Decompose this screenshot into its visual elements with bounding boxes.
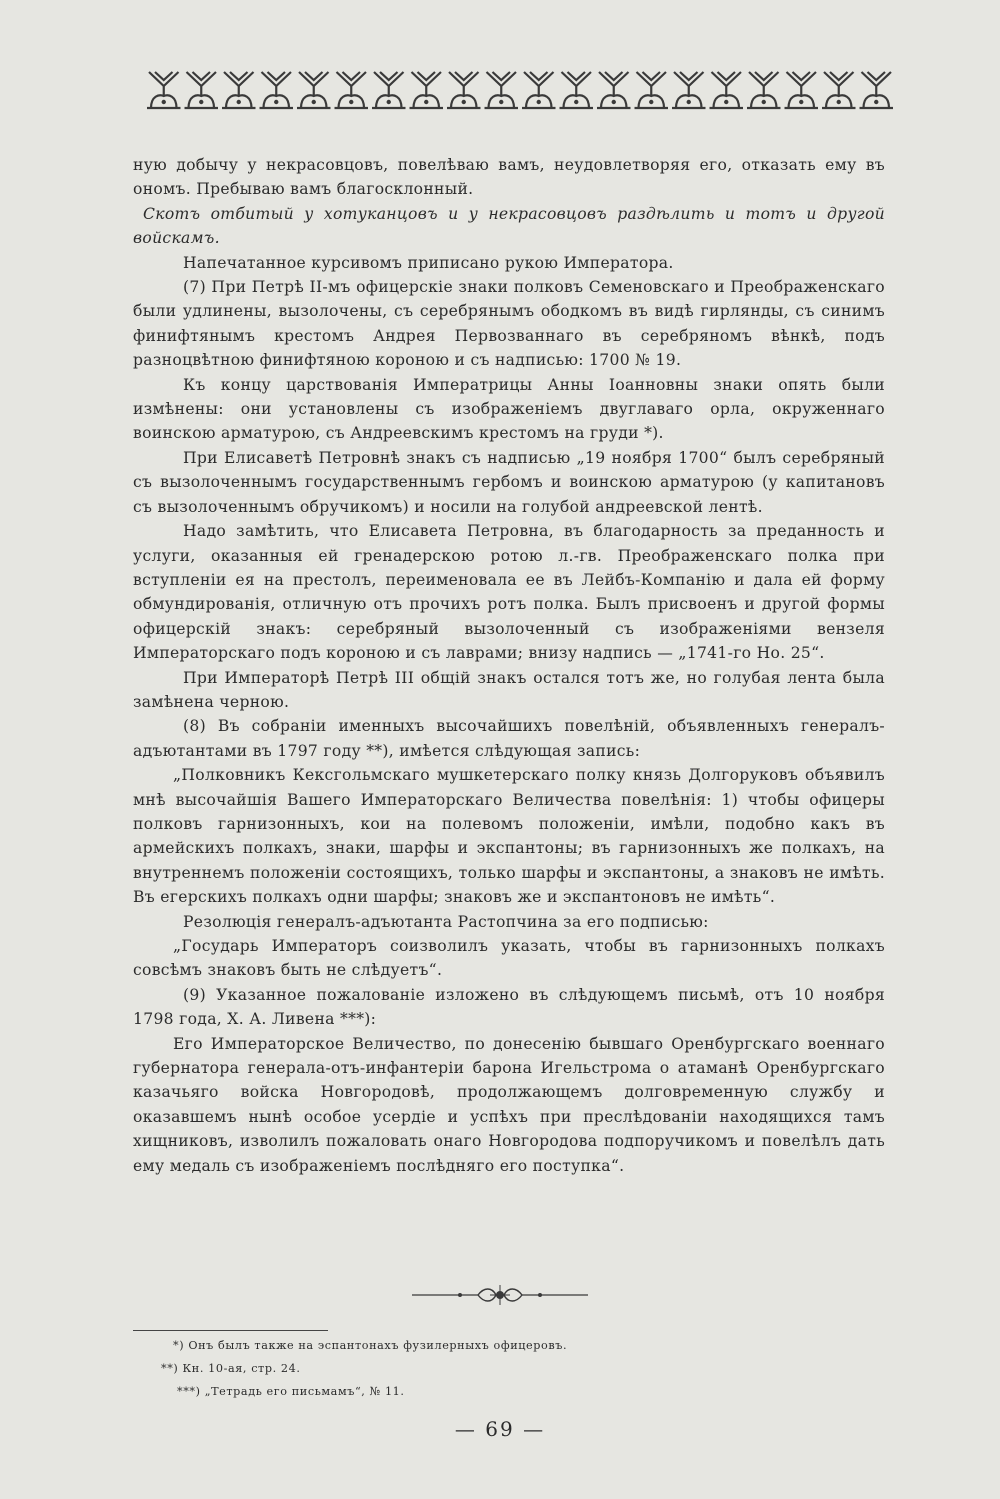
paragraph: (9) Указанное пожалованіе изложено въ слѣдующемъ письмѣ, отъ 10 ноября 1798 года, Х. А. Ливена ***): <box>133 985 885 1029</box>
quote-paragraph: „Государь Императоръ соизволилъ указать, чтобы въ гарнизонныхъ полкахъ совсѣмъ знаковъ быть не слѣдуетъ“. <box>133 937 885 980</box>
paragraph: Напечатанное курсивомъ приписано рукою Императора. <box>183 253 674 272</box>
header-ornament-band <box>145 66 895 114</box>
paragraph: При Елисаветѣ Петровнѣ знакъ съ надписью „19 ноября 1700“ былъ серебряный съ вызолоченнымъ государственнымъ гербомъ и воинскою арматурою (у капитановъ съ вызолоченнымъ обручикомъ) и носили на голубой андреевской лентѣ. <box>133 448 885 516</box>
body-text <box>133 153 885 1178</box>
paragraph: Надо замѣтить, что Елисавета Петровна, въ благодарность за преданность и услуги, оказанныя ей гренадерскою ротою л.-гв. Преображенскаго полка при вступленіи ея на престолъ, переименовала ее въ Лейбъ-Компанію и дала ей форму обмундированія, отличную отъ прочихъ ротъ полка. Былъ присвоенъ и другой формы офицерскій знакъ: серебряный вызолоченный съ изображеніями вензеля Императорскаго подъ короною и съ лаврами; внизу надпись — „1741-го Но. 25“. <box>133 522 885 663</box>
paragraph: Резолюція генералъ-адъютанта Растопчина за его подписью: <box>183 912 709 931</box>
footnote-rule <box>133 1330 328 1331</box>
paragraph: (8) Въ собраніи именныхъ высочайшихъ повелѣній, объявленныхъ генералъ-адъютантами въ 1797 году **), имѣется слѣдующая запись: <box>133 717 885 760</box>
paragraph-italic: Скотъ отбитый у хотуканцовъ и у некрасовцовъ раздѣлить и тотъ и другой войскамъ. <box>133 204 885 248</box>
paragraph: (7) При Петрѣ II-мъ офицерскіе знаки полковъ Семеновскаго и Преображенскаго были удлинены, вызолочены, съ серебрянымъ ободкомъ въ видѣ гирлянды, съ синимъ финифтянымъ крестомъ Андрея Первозваннаго въ серебряномъ вѣнкѣ, подъ разноцвѣтною финифтяною короною и съ надписью: 1700 № 19. <box>133 278 885 370</box>
paragraph: При Императорѣ Петрѣ III общій знакъ остался тотъ же, но голубая лента была замѣнена черною. <box>133 668 885 711</box>
center-flourish-divider <box>410 1283 590 1307</box>
paragraph: Его Императорское Величество, по донесенію бывшаго Оренбургскаго военнаго губернатора генерала-отъ-инфантеріи барона Игельстрома о атаманѣ Оренбургскаго казачьяго войска Новгородовѣ, продолжающемъ долговременную службу и оказавшемъ нынѣ особое усердіе и успѣхъ при преслѣдованіи находящихся тамъ хищниковъ, изволилъ пожаловать онаго Новгородова подпоручикомъ и повелѣлъ дать ему медаль съ изображеніемъ послѣдняго его поступка“. <box>133 1034 885 1175</box>
paragraph: Къ концу царствованія Императрицы Анны Іоанновны знаки опять были измѣнены: они установлены съ изображеніемъ двуглаваго орла, окруженнаго воинскою арматурою, съ Андреевскимъ крестомъ на груди *). <box>133 375 885 443</box>
footnote-3: ***) „Тетрадь его письмамъ“, № 11. <box>177 1385 405 1398</box>
paragraph: ную добычу у некрасовцовъ, повелѣваю вамъ, неудовлетворяя его, отказать ему въ ономъ. Пребываю вамъ благосклонный. <box>133 156 885 199</box>
quote-paragraph: „Полковникъ Кексгольмскаго мушкетерскаго полку князь Долгоруковъ объявилъ мнѣ высочайшія Вашего Императорскаго Величества повелѣнія: 1) чтобы офицеры полковъ гарнизонныхъ, кои на полевомъ положеніи, имѣли, подобно какъ въ армейскихъ полкахъ, знаки, шарфы и экспантоны; въ гарнизонныхъ же полкахъ, на внутреннемъ положеніи состоящихъ, только шарфы и экспантоны, а знаковъ не имѣть. Въ егерскихъ полкахъ одни шарфы; знаковъ же и экспантоновъ не имѣть“. <box>133 766 885 907</box>
page-number: — 69 — <box>454 1417 546 1441</box>
footnote-2: **) Кн. 10-ая, стр. 24. <box>161 1362 301 1375</box>
footnotes <box>133 1334 783 1403</box>
footnote-1: *) Онъ былъ также на эспантонахъ фузилерныхъ офицеровъ. <box>173 1339 568 1352</box>
